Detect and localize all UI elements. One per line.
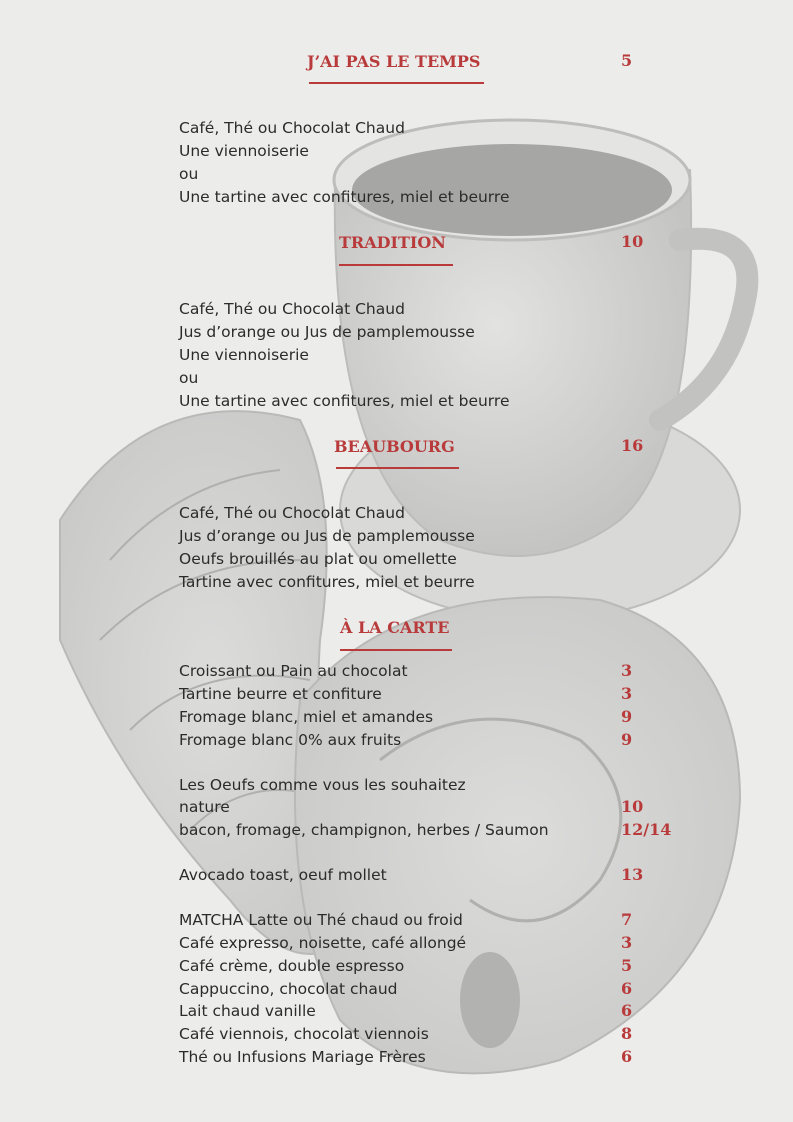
menu-item-name: Avocado toast, oeuf mollet — [179, 866, 387, 884]
menu-line: Jus d’orange ou Jus de pamplemousse — [179, 527, 475, 545]
menu-item-price: 8 — [621, 1024, 633, 1043]
section-price: 16 — [621, 436, 644, 455]
menu-line: Café, Thé ou Chocolat Chaud — [179, 119, 405, 137]
menu-line: Une tartine avec confitures, miel et beurre — [179, 188, 510, 206]
menu-item-name: Café crème, double espresso — [179, 957, 405, 975]
menu-item-price: 6 — [621, 979, 633, 998]
menu-line: Oeufs brouillés au plat ou omellette — [179, 550, 457, 568]
title-underline — [339, 264, 453, 266]
menu-item-price: 6 — [621, 1047, 633, 1066]
pastry-hole-shape — [460, 952, 520, 1048]
menu-item-name: nature — [179, 798, 230, 816]
title-underline — [336, 467, 459, 469]
section-title: J’AI PAS LE TEMPS — [307, 52, 481, 71]
menu-item-price: 9 — [621, 707, 633, 726]
menu-item-name: Les Oeufs comme vous les souhaitez — [179, 776, 466, 794]
menu-item-price: 6 — [621, 1001, 633, 1020]
section-title: À LA CARTE — [340, 618, 450, 637]
menu-item-name: Croissant ou Pain au chocolat — [179, 662, 408, 680]
menu-item-price: 12/14 — [621, 820, 672, 839]
menu-line: Café, Thé ou Chocolat Chaud — [179, 300, 405, 318]
menu-line: Une viennoiserie — [179, 346, 309, 364]
menu-item-price: 5 — [621, 956, 633, 975]
menu-item-price: 3 — [621, 684, 633, 703]
menu-line: Une tartine avec confitures, miel et beurre — [179, 392, 510, 410]
menu-item-name: MATCHA Latte ou Thé chaud ou froid — [179, 911, 463, 929]
menu-item-price: 3 — [621, 933, 633, 952]
menu-item-name: Fromage blanc, miel et amandes — [179, 708, 434, 726]
menu-item-name: bacon, fromage, champignon, herbes / Saumon — [179, 821, 549, 839]
menu-item-price: 3 — [621, 661, 633, 680]
menu-item-price: 7 — [621, 910, 633, 929]
section-price: 10 — [621, 232, 644, 251]
section-title: TRADITION — [339, 233, 446, 252]
title-underline — [340, 649, 452, 651]
menu-item-price: 13 — [621, 865, 644, 884]
menu-line: Tartine avec confitures, miel et beurre — [179, 573, 475, 591]
menu-item-name: Café viennois, chocolat viennois — [179, 1025, 429, 1043]
menu-line: Jus d’orange ou Jus de pamplemousse — [179, 323, 475, 341]
menu-item-name: Fromage blanc 0% aux fruits — [179, 731, 402, 749]
menu-item-price: 9 — [621, 730, 633, 749]
section-price: 5 — [621, 51, 633, 70]
menu-line: Une viennoiserie — [179, 142, 309, 160]
menu-line: ou — [179, 369, 199, 387]
menu-item-price: 10 — [621, 797, 644, 816]
menu-item-name: Thé ou Infusions Mariage Frères — [179, 1048, 426, 1066]
menu-item-name: Tartine beurre et confiture — [179, 685, 382, 703]
menu-line: Café, Thé ou Chocolat Chaud — [179, 504, 405, 522]
menu-item-name: Lait chaud vanille — [179, 1002, 316, 1020]
menu-item-name: Café expresso, noisette, café allongé — [179, 934, 467, 952]
menu-line: ou — [179, 165, 199, 183]
section-title: BEAUBOURG — [334, 437, 455, 456]
title-underline — [309, 82, 484, 84]
menu-item-name: Cappuccino, chocolat chaud — [179, 980, 398, 998]
